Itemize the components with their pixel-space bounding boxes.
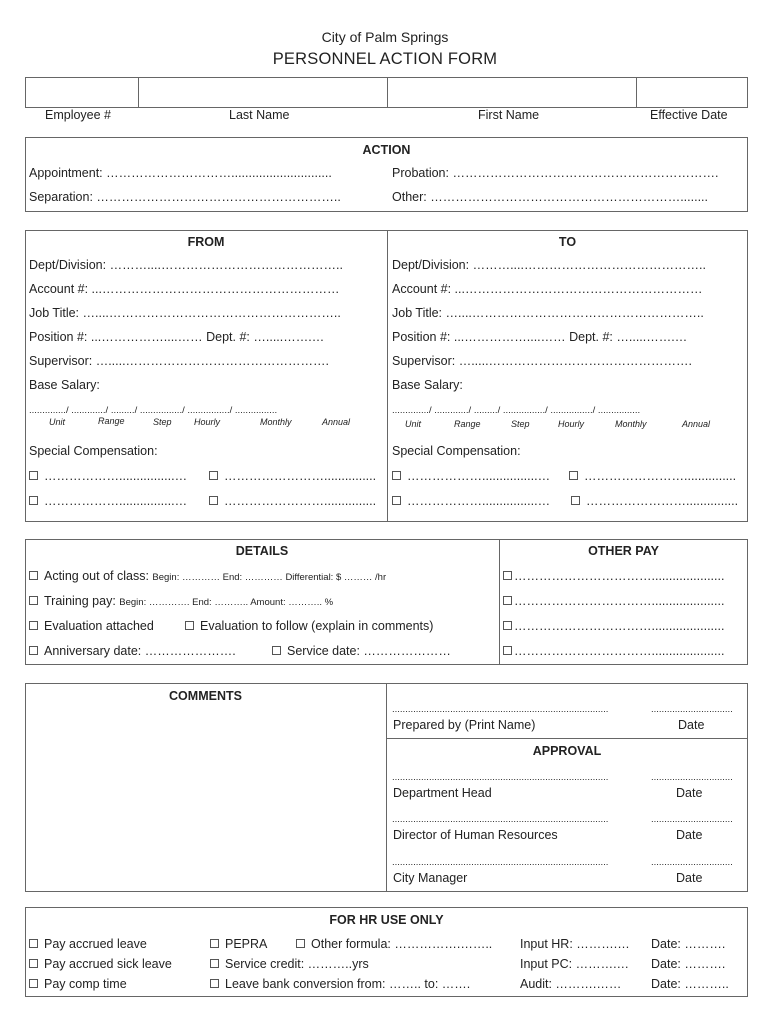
comments-area[interactable] xyxy=(26,705,385,891)
other-pay-title: OTHER PAY xyxy=(588,544,659,558)
checkbox[interactable] xyxy=(272,646,281,655)
date-field-1[interactable]: Date: ………. xyxy=(651,937,726,951)
checkbox[interactable] xyxy=(392,471,401,480)
comments-title: COMMENTS xyxy=(169,689,242,703)
evaluation-attached-row[interactable]: Evaluation attached xyxy=(29,619,154,633)
appointment-field[interactable]: Appointment: …………………………............................. xyxy=(29,166,332,180)
from-comp-row-1a[interactable]: ………………................… xyxy=(29,469,187,483)
other-pay-line-1[interactable]: ……………………………..................... xyxy=(503,569,724,583)
checkbox[interactable] xyxy=(503,621,512,630)
separation-field[interactable]: Separation: ………………………………………………….. xyxy=(29,190,341,204)
checkbox[interactable] xyxy=(503,596,512,605)
input-hr-field[interactable]: Input HR: ……….… xyxy=(520,937,630,951)
from-annual-label: Annual xyxy=(322,417,351,427)
evaluation-follow-row[interactable]: Evaluation to follow (explain in comments) xyxy=(185,619,433,633)
from-account-field[interactable]: Account #: ...………………………………………………… xyxy=(29,282,340,296)
checkbox[interactable] xyxy=(29,979,38,988)
checkbox[interactable] xyxy=(29,621,38,630)
checkbox[interactable] xyxy=(185,621,194,630)
from-salary-line[interactable]: ............../ ............./ ........./ ................/ ................/ ................ xyxy=(29,405,278,416)
first-name-label: First Name xyxy=(478,108,540,122)
checkbox[interactable] xyxy=(569,471,578,480)
hr-only-title: FOR HR USE ONLY xyxy=(329,913,444,927)
from-supervisor-field[interactable]: Supervisor: ….....…………………………………………. xyxy=(29,354,330,368)
dept-head-name-line[interactable]: .................................................................................. xyxy=(392,772,609,783)
checkbox[interactable] xyxy=(392,496,401,505)
checkbox[interactable] xyxy=(296,939,305,948)
to-annual-label: Annual xyxy=(682,419,711,429)
director-name-line[interactable]: .................................................................................. xyxy=(392,814,609,825)
from-range-label: Range xyxy=(98,416,125,426)
from-monthly-label: Monthly xyxy=(260,417,292,427)
checkbox[interactable] xyxy=(571,496,580,505)
city-manager-date-label: Date xyxy=(676,871,703,885)
to-comp-row-2b[interactable]: ……………………............... xyxy=(571,494,738,508)
checkbox[interactable] xyxy=(29,596,38,605)
checkbox[interactable] xyxy=(210,979,219,988)
from-comp-row-2b[interactable]: ……………………............... xyxy=(209,494,376,508)
prepared-date-label: Date xyxy=(678,718,705,732)
to-monthly-label: Monthly xyxy=(615,419,647,429)
date-field-2[interactable]: Date: ………. xyxy=(651,957,726,971)
date-field-3[interactable]: Date: ……….. xyxy=(651,977,729,991)
checkbox[interactable] xyxy=(210,959,219,968)
pay-accrued-sick-row[interactable]: Pay accrued sick leave xyxy=(29,957,172,971)
checkbox[interactable] xyxy=(29,496,38,505)
other-pay-line-2[interactable]: ……………………………..................... xyxy=(503,594,724,608)
dept-head-date-label: Date xyxy=(676,786,703,800)
employee-number-label: Employee # xyxy=(45,108,112,122)
to-salary-line[interactable]: ............../ ............./ ........./ ................/ ................/ ................ xyxy=(392,405,641,416)
from-hourly-label: Hourly xyxy=(194,417,221,427)
from-unit-label: Unit xyxy=(49,417,66,427)
director-date-label: Date xyxy=(676,828,703,842)
checkbox[interactable] xyxy=(29,939,38,948)
to-job-title-field[interactable]: Job Title: …....……………………………………………….. xyxy=(392,306,704,320)
director-hr-label: Director of Human Resources xyxy=(393,828,558,842)
input-pc-field[interactable]: Input PC: ……….… xyxy=(520,957,630,971)
city-manager-label: City Manager xyxy=(393,871,468,885)
checkbox[interactable] xyxy=(209,496,218,505)
to-step-label: Step xyxy=(511,419,530,429)
checkbox[interactable] xyxy=(503,571,512,580)
pepra-row[interactable]: PEPRA xyxy=(210,937,267,951)
city-manager-date-line[interactable]: ............................... xyxy=(651,857,733,868)
checkbox[interactable] xyxy=(29,646,38,655)
probation-field[interactable]: Probation: ………………………………………………………. xyxy=(392,166,719,180)
training-pay-row[interactable]: Training pay: Begin: …………. End: ……….. Amount: ……….. % xyxy=(29,594,333,608)
service-date-row[interactable]: Service date: ………………… xyxy=(272,644,451,658)
other-pay-line-3[interactable]: ……………………………..................... xyxy=(503,619,724,633)
checkbox[interactable] xyxy=(29,959,38,968)
to-dept-field[interactable]: Dept/Division: ………....…………………………………….. xyxy=(392,258,706,272)
to-supervisor-field[interactable]: Supervisor: ….....…………………………………………. xyxy=(392,354,693,368)
audit-field[interactable]: Audit: ……….…… xyxy=(520,977,622,991)
approval-title: APPROVAL xyxy=(532,744,602,758)
to-unit-label: Unit xyxy=(405,419,422,429)
from-job-title-field[interactable]: Job Title: …....……………………………………………….. xyxy=(29,306,341,320)
action-title: ACTION xyxy=(362,143,411,157)
form-title: PERSONNEL ACTION FORM xyxy=(272,50,498,68)
city-name: City of Palm Springs xyxy=(321,29,449,45)
checkbox[interactable] xyxy=(29,471,38,480)
pay-accrued-leave-row[interactable]: Pay accrued leave xyxy=(29,937,147,951)
city-manager-name-line[interactable]: .................................................................................. xyxy=(392,857,609,868)
other-formula-row[interactable]: Other formula: …………….…….. xyxy=(296,937,492,951)
to-comp-row-1a[interactable]: ………………................… xyxy=(392,469,550,483)
to-hourly-label: Hourly xyxy=(558,419,585,429)
director-date-line[interactable]: ............................... xyxy=(651,814,733,825)
from-comp-row-2a[interactable]: ………………................… xyxy=(29,494,187,508)
prepared-by-label: Prepared by (Print Name) xyxy=(393,718,536,732)
from-step-label: Step xyxy=(153,417,172,427)
to-base-salary-label: Base Salary: xyxy=(392,378,463,392)
prepared-name-line[interactable]: .................................................................................. xyxy=(392,704,609,715)
checkbox[interactable] xyxy=(503,646,512,655)
to-comp-row-2a[interactable]: ………………................… xyxy=(392,494,550,508)
from-base-salary-label: Base Salary: xyxy=(29,378,100,392)
from-comp-row-1b[interactable]: ……………………............... xyxy=(209,469,376,483)
from-position-field[interactable]: Position #: ...……………....…… Dept. #: ….....…….… xyxy=(29,330,325,344)
to-comp-row-1b[interactable]: ……………………............... xyxy=(569,469,736,483)
to-account-field[interactable]: Account #: ...………………………………………………… xyxy=(392,282,703,296)
anniversary-date-row[interactable]: Anniversary date: …………………. xyxy=(29,644,236,658)
leave-bank-row[interactable]: Leave bank conversion from: …….. to: ……. xyxy=(210,977,470,991)
service-credit-row[interactable]: Service credit: ………..yrs xyxy=(210,957,369,971)
to-title: TO xyxy=(558,235,577,249)
from-dept-field[interactable]: Dept/Division: ………....…………………………………….. xyxy=(29,258,343,272)
other-action-field[interactable]: Other: ……………………………………………………........ xyxy=(392,190,708,204)
acting-out-of-class-row[interactable]: Acting out of class: Begin: ………… End: ………… Differential: $ ……… /hr xyxy=(29,569,386,583)
pay-comp-time-row[interactable]: Pay comp time xyxy=(29,977,127,991)
checkbox[interactable] xyxy=(209,471,218,480)
checkbox[interactable] xyxy=(210,939,219,948)
to-special-comp-label: Special Compensation: xyxy=(392,444,521,458)
dept-head-date-line[interactable]: ............................... xyxy=(651,772,733,783)
from-special-comp-label: Special Compensation: xyxy=(29,444,158,458)
effective-date-label: Effective Date xyxy=(650,108,728,122)
to-range-label: Range xyxy=(454,419,481,429)
checkbox[interactable] xyxy=(29,571,38,580)
last-name-label: Last Name xyxy=(229,108,290,122)
details-title: DETAILS xyxy=(235,544,289,558)
from-title: FROM xyxy=(187,235,225,249)
dept-head-label: Department Head xyxy=(393,786,492,800)
other-pay-line-4[interactable]: ……………………………..................... xyxy=(503,644,724,658)
to-position-field[interactable]: Position #: ...……………....…… Dept. #: ….....…….… xyxy=(392,330,688,344)
prepared-date-line[interactable]: ............................... xyxy=(651,704,733,715)
